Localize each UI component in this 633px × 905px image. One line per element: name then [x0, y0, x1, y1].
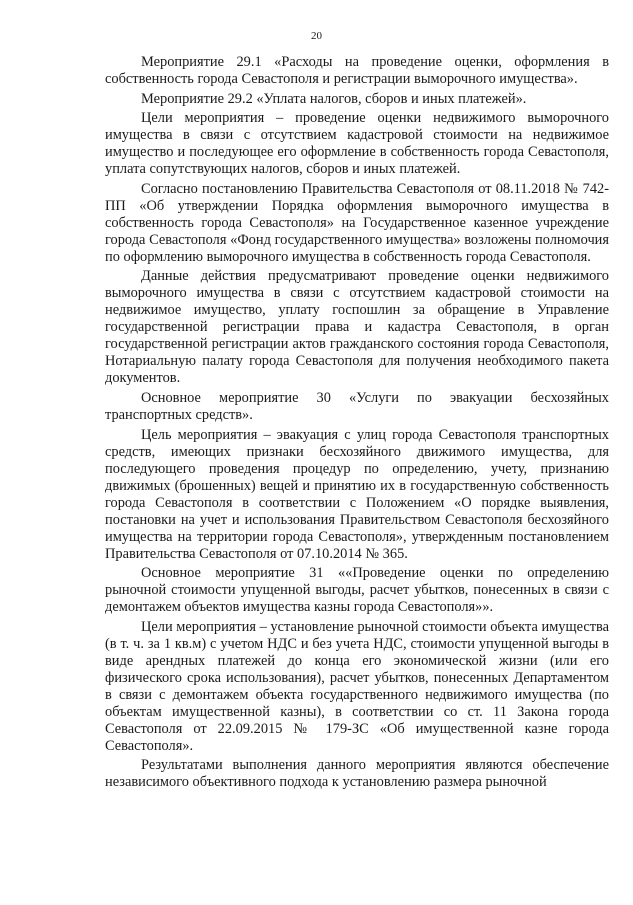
paragraph: Цели мероприятия – проведение оценки недвижимого выморочного имущества в связи с отсутствием кадастровой стоимости на недвижимое имущество и последующее его оформление в собственность города Севастополя, уплата сопутствующих налогов, сборов и иных платежей. [105, 110, 609, 178]
paragraph: Основное мероприятие 31 ««Проведение оценки по определению рыночной стоимости упущенной выгоды, расчет убытков, понесенных в связи с демонтажем объектов имущества казны города Севастополя»». [105, 565, 609, 616]
paragraph: Основное мероприятие 30 «Услуги по эвакуации бесхозяйных транспортных средств». [105, 389, 609, 423]
paragraph: Цели мероприятия – установление рыночной стоимости объекта имущества (в т. ч. за 1 кв.м) с учетом НДС и без учета НДС, стоимости упущенной выгоды в виде арендных платежей до конца его экономической жизни (или его физического срока использования), расчет убытков, понесенных Департаментом в связи с демонтажем объекта государственного недвижимого имущества (по объектам имущественной казны), в соответствии со ст. 11 Закона города Севастополя от 22.09.2015 № 179-ЗС «Об имущественной казне города Севастополя». [105, 618, 609, 754]
paragraph: Согласно постановлению Правительства Севастополя от 08.11.2018 № 742-ПП «Об утверждении Порядка оформления выморочного имущества в собственность города Севастополя» на Государственное казенное учреждение города Севастополя «Фонд государственного имущества» возложены полномочия по оформлению выморочного имущества в собственность города Севастополя. [105, 180, 609, 265]
paragraph: Мероприятие 29.2 «Уплата налогов, сборов и иных платежей». [141, 90, 527, 107]
paragraph: Результатами выполнения данного мероприятия являются обеспечение независимого объективного подхода к установлению размера рыночной [105, 757, 609, 791]
page-number: 20 [311, 30, 322, 42]
paragraph: Данные действия предусматривают проведение оценки недвижимого выморочного имущества в связи с отсутствием кадастровой стоимости на недвижимое имущество, уплату госпошлин за обращение в Управление государственной регистрации права и кадастра Севастополя, в орган государственной регистрации актов гражданского состояния города Севастополя, Нотариальную палату города Севастополя для получения необходимого пакета документов. [105, 268, 609, 387]
document-body [105, 54, 609, 794]
paragraph: Мероприятие 29.1 «Расходы на проведение оценки, оформления в собственность города Севастополя и регистрации выморочного имущества». [105, 54, 609, 87]
paragraph: Цель мероприятия – эвакуация с улиц города Севастополя транспортных средств, имеющих признаки бесхозяйного движимого имущества, для последующего проведения процедур по определению, учету, признанию движимых (брошенных) вещей и принятию их в государственную собственность города Севастополя в соответствии с Положением «О порядке выявления, постановки на учет и использования Правительством Севастополя бесхозяйного имущества на территории города Севастополя», утвержденным постановлением Правительства Севастополя от 07.10.2014 № 365. [105, 426, 609, 562]
